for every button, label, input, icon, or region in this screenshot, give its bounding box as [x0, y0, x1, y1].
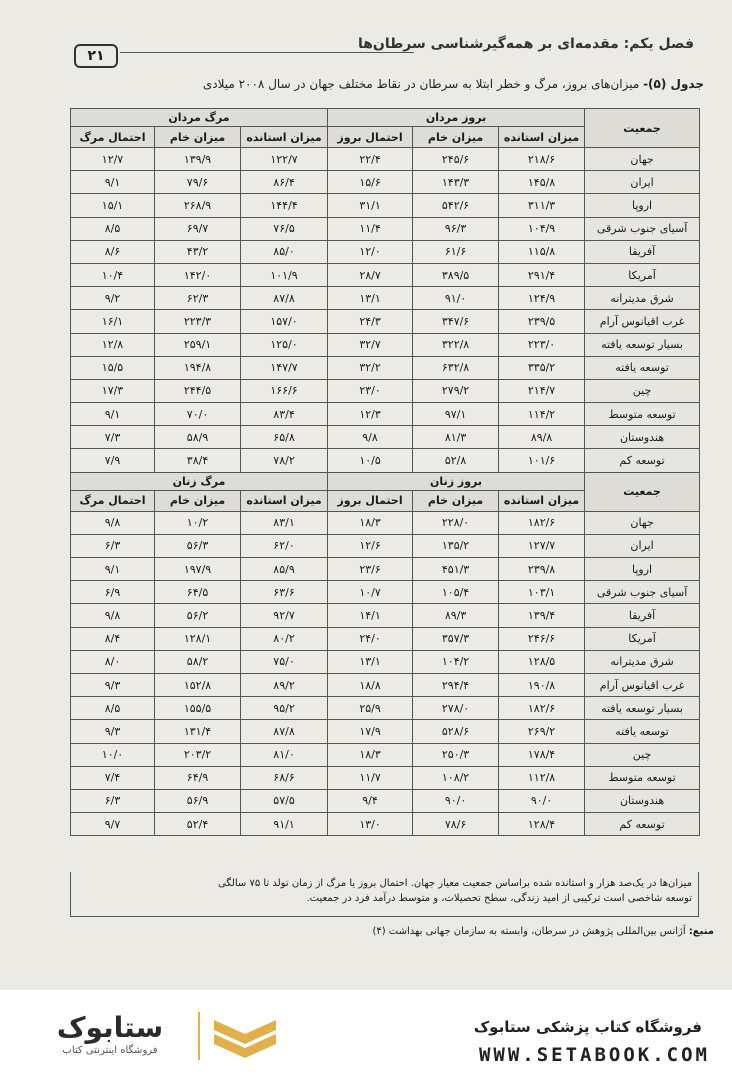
value-cell: ۸۳/۱	[241, 511, 328, 534]
region-cell: آسیای جنوب شرقی	[585, 217, 700, 240]
value-cell: ۶۴/۹	[155, 766, 241, 789]
value-cell: ۲۵۹/۱	[155, 333, 241, 356]
value-cell: ۷۰/۰	[155, 403, 241, 426]
value-cell: ۳۲/۷	[328, 333, 413, 356]
source-text: آژانس بین‌المللی پژوهش در سرطان، وابسته به سازمان جهانی بهداشت (۴)	[372, 926, 689, 937]
table-row	[71, 697, 700, 720]
value-cell: ۱۰/۲	[155, 511, 241, 534]
value-cell: ۵۲/۸	[413, 449, 499, 472]
value-cell: ۱۱۴/۲	[499, 403, 585, 426]
region-cell: توسعه متوسط	[585, 766, 700, 789]
value-cell: ۸۶/۴	[241, 171, 328, 194]
value-cell: ۳۲/۲	[328, 356, 413, 379]
value-cell: ۵۷/۵	[241, 789, 328, 812]
region-cell: شرق مدیترانه	[585, 287, 700, 310]
page-header	[70, 30, 714, 70]
col-header-crude: میزان خام	[155, 127, 241, 148]
col-header-crude: میزان خام	[413, 127, 499, 148]
table-row	[71, 650, 700, 673]
women-incidence-header: بروز زنان	[328, 472, 585, 490]
value-cell: ۳۱۱/۳	[499, 194, 585, 217]
value-cell: ۳۸/۴	[155, 449, 241, 472]
value-cell: ۱۴/۱	[328, 604, 413, 627]
value-cell: ۱۲۴/۹	[499, 287, 585, 310]
col-header-crude: میزان خام	[413, 490, 499, 511]
logo-subtitle: فروشگاه اینترنتی کتاب	[62, 1045, 158, 1056]
table-row	[71, 333, 700, 356]
region-cell: غرب اقیانوس آرام	[585, 310, 700, 333]
value-cell: ۳۱/۱	[328, 194, 413, 217]
table-row	[71, 310, 700, 333]
value-cell: ۱۷۸/۴	[499, 743, 585, 766]
table-row	[71, 558, 700, 581]
value-cell: ۱۵۷/۰	[241, 310, 328, 333]
value-cell: ۲۸/۷	[328, 263, 413, 286]
value-cell: ۲۷۹/۲	[413, 379, 499, 402]
value-cell: ۱۵۲/۸	[155, 673, 241, 696]
value-cell: ۸۱/۰	[241, 743, 328, 766]
value-cell: ۷۵/۰	[241, 650, 328, 673]
region-cell: توسعه یافته	[585, 720, 700, 743]
value-cell: ۱۴۴/۴	[241, 194, 328, 217]
value-cell: ۱۰۱/۶	[499, 449, 585, 472]
value-cell: ۱۳/۱	[328, 287, 413, 310]
value-cell: ۲۵۰/۳	[413, 743, 499, 766]
value-cell: ۵۸/۲	[155, 650, 241, 673]
value-cell: ۱۴۳/۳	[413, 171, 499, 194]
page-number: ۲۱	[74, 44, 118, 68]
logo-word: ستابوک	[56, 1011, 164, 1044]
table-row	[71, 581, 700, 604]
table-row	[71, 194, 700, 217]
value-cell: ۵۶/۹	[155, 789, 241, 812]
region-cell: هندوستان	[585, 789, 700, 812]
value-cell: ۸۹/۲	[241, 673, 328, 696]
value-cell: ۲۲۳/۳	[155, 310, 241, 333]
value-cell: ۸۷/۸	[241, 720, 328, 743]
value-cell: ۹۷/۱	[413, 403, 499, 426]
value-cell: ۱۵/۵	[71, 356, 155, 379]
value-cell: ۵۶/۳	[155, 534, 241, 557]
value-cell: ۶/۳	[71, 534, 155, 557]
value-cell: ۹۲/۷	[241, 604, 328, 627]
value-cell: ۵۸/۹	[155, 426, 241, 449]
table-source	[94, 925, 714, 939]
group-col-header: جمعیت	[585, 472, 700, 511]
value-cell: ۹/۱	[71, 403, 155, 426]
men-section	[71, 109, 700, 473]
region-cell: آمریکا	[585, 263, 700, 286]
value-cell: ۲۴/۳	[328, 310, 413, 333]
value-cell: ۲۳/۶	[328, 558, 413, 581]
value-cell: ۷۹/۶	[155, 171, 241, 194]
value-cell: ۱۸۲/۶	[499, 511, 585, 534]
value-cell: ۹۱/۰	[413, 287, 499, 310]
value-cell: ۱۳/۱	[328, 650, 413, 673]
table-caption	[104, 76, 704, 92]
value-cell: ۶۴/۵	[155, 581, 241, 604]
chapter-title: فصل یکم: مقدمه‌ای بر همه‌گیرشناسی سرطان‌ها	[357, 36, 694, 52]
value-cell: ۴۳/۲	[155, 240, 241, 263]
value-cell: ۱۰۴/۹	[499, 217, 585, 240]
value-cell: ۱۹۴/۸	[155, 356, 241, 379]
value-cell: ۱۲۲/۷	[241, 148, 328, 171]
value-cell: ۸۰/۲	[241, 627, 328, 650]
value-cell: ۱۲/۷	[71, 148, 155, 171]
region-cell: آفریقا	[585, 240, 700, 263]
table-row	[71, 379, 700, 402]
value-cell: ۸/۶	[71, 240, 155, 263]
value-cell: ۸۵/۹	[241, 558, 328, 581]
value-cell: ۱۳۱/۴	[155, 720, 241, 743]
cancer-rates-table	[70, 108, 700, 836]
value-cell: ۲۳۹/۸	[499, 558, 585, 581]
value-cell: ۲۴۶/۶	[499, 627, 585, 650]
value-cell: ۲۲/۴	[328, 148, 413, 171]
value-cell: ۱۴۲/۰	[155, 263, 241, 286]
value-cell: ۵۶/۲	[155, 604, 241, 627]
table-row	[71, 789, 700, 812]
value-cell: ۱۸/۳	[328, 511, 413, 534]
region-cell: توسعه یافته	[585, 356, 700, 379]
value-cell: ۹/۸	[328, 426, 413, 449]
col-header-standardized: میزان استانده	[241, 127, 328, 148]
shop-logo[interactable]	[30, 1012, 190, 1058]
value-cell: ۶۵/۸	[241, 426, 328, 449]
value-cell: ۹/۷	[71, 813, 155, 836]
value-cell: ۱۰۵/۴	[413, 581, 499, 604]
region-cell: اروپا	[585, 194, 700, 217]
value-cell: ۱۰۳/۱	[499, 581, 585, 604]
col-header-standardized: میزان استانده	[241, 490, 328, 511]
value-cell: ۱۵۵/۵	[155, 697, 241, 720]
table-row	[71, 720, 700, 743]
value-cell: ۱۲۸/۱	[155, 627, 241, 650]
value-cell: ۱۰/۰	[71, 743, 155, 766]
value-cell: ۷۶/۵	[241, 217, 328, 240]
table-row	[71, 743, 700, 766]
region-cell: توسعه کم	[585, 449, 700, 472]
table-row	[71, 813, 700, 836]
value-cell: ۸۷/۸	[241, 287, 328, 310]
table-row	[71, 627, 700, 650]
value-cell: ۲۴۵/۶	[413, 148, 499, 171]
value-cell: ۳۴۷/۶	[413, 310, 499, 333]
value-cell: ۸/۵	[71, 697, 155, 720]
table-row	[71, 217, 700, 240]
table-row	[71, 148, 700, 171]
value-cell: ۸/۴	[71, 627, 155, 650]
table-row	[71, 356, 700, 379]
value-cell: ۹/۴	[328, 789, 413, 812]
region-cell: جهان	[585, 511, 700, 534]
table-row	[71, 171, 700, 194]
table-row	[71, 426, 700, 449]
value-cell: ۵۲/۴	[155, 813, 241, 836]
value-cell: ۱۲۷/۷	[499, 534, 585, 557]
value-cell: ۲۴۴/۵	[155, 379, 241, 402]
shop-footer	[0, 990, 732, 1080]
region-cell: توسعه متوسط	[585, 403, 700, 426]
shop-url[interactable]: WWW.SETABOOK.COM	[478, 1044, 710, 1066]
value-cell: ۲۶۸/۹	[155, 194, 241, 217]
group-col-header: جمعیت	[585, 109, 700, 148]
value-cell: ۶۸/۶	[241, 766, 328, 789]
value-cell: ۱۸/۸	[328, 673, 413, 696]
col-header-crude: میزان خام	[155, 490, 241, 511]
value-cell: ۲۰۳/۲	[155, 743, 241, 766]
value-cell: ۹/۸	[71, 604, 155, 627]
value-cell: ۱۸/۳	[328, 743, 413, 766]
col-header-standardized: میزان استانده	[499, 490, 585, 511]
value-cell: ۱۶۶/۶	[241, 379, 328, 402]
value-cell: ۹/۸	[71, 511, 155, 534]
logo-divider	[198, 1012, 200, 1060]
value-cell: ۶۲/۳	[155, 287, 241, 310]
value-cell: ۹/۱	[71, 171, 155, 194]
value-cell: ۲۷۸/۰	[413, 697, 499, 720]
table-row	[71, 240, 700, 263]
value-cell: ۶۳/۶	[241, 581, 328, 604]
value-cell: ۱۵/۶	[328, 171, 413, 194]
men-mortality-header: مرگ مردان	[71, 109, 328, 127]
table-row	[71, 511, 700, 534]
region-cell: بسیار توسعه یافته	[585, 697, 700, 720]
col-header-incidence-risk: احتمال بروز	[328, 490, 413, 511]
value-cell: ۵۴۲/۶	[413, 194, 499, 217]
region-cell: چین	[585, 379, 700, 402]
table-row	[71, 403, 700, 426]
value-cell: ۱۳۹/۹	[155, 148, 241, 171]
women-mortality-header: مرگ زنان	[71, 472, 328, 490]
value-cell: ۶۱/۶	[413, 240, 499, 263]
table-row	[71, 287, 700, 310]
value-cell: ۷/۴	[71, 766, 155, 789]
table-row	[71, 263, 700, 286]
col-header-incidence-risk: احتمال بروز	[328, 127, 413, 148]
value-cell: ۱۸۲/۶	[499, 697, 585, 720]
value-cell: ۸۵/۰	[241, 240, 328, 263]
value-cell: ۲۹۴/۴	[413, 673, 499, 696]
table-row	[71, 449, 700, 472]
value-cell: ۳۸۹/۵	[413, 263, 499, 286]
value-cell: ۱۰/۷	[328, 581, 413, 604]
value-cell: ۶/۳	[71, 789, 155, 812]
value-cell: ۸۹/۸	[499, 426, 585, 449]
value-cell: ۱۱/۷	[328, 766, 413, 789]
value-cell: ۱۲/۰	[328, 240, 413, 263]
value-cell: ۵۲۸/۶	[413, 720, 499, 743]
region-cell: اروپا	[585, 558, 700, 581]
region-cell: غرب اقیانوس آرام	[585, 673, 700, 696]
value-cell: ۸۹/۳	[413, 604, 499, 627]
region-cell: هندوستان	[585, 426, 700, 449]
value-cell: ۱۰/۵	[328, 449, 413, 472]
value-cell: ۷/۹	[71, 449, 155, 472]
value-cell: ۹۶/۳	[413, 217, 499, 240]
book-chevron-icon	[212, 1014, 278, 1062]
shop-name: فروشگاه کتاب پزشکی ستابوک	[473, 1018, 702, 1036]
value-cell: ۲۹۱/۴	[499, 263, 585, 286]
value-cell: ۶۲/۰	[241, 534, 328, 557]
value-cell: ۱۰۸/۲	[413, 766, 499, 789]
value-cell: ۱۲۸/۵	[499, 650, 585, 673]
col-header-standardized: میزان استانده	[499, 127, 585, 148]
value-cell: ۹۱/۱	[241, 813, 328, 836]
value-cell: ۲۴/۰	[328, 627, 413, 650]
value-cell: ۲۳/۰	[328, 379, 413, 402]
value-cell: ۲۱۴/۷	[499, 379, 585, 402]
value-cell: ۱۲۵/۰	[241, 333, 328, 356]
value-cell: ۷۸/۲	[241, 449, 328, 472]
value-cell: ۲۵/۹	[328, 697, 413, 720]
region-cell: ایران	[585, 171, 700, 194]
value-cell: ۹/۳	[71, 720, 155, 743]
value-cell: ۱۱۲/۸	[499, 766, 585, 789]
value-cell: ۸۳/۴	[241, 403, 328, 426]
caption-text: میزان‌های بروز، مرگ و خطر ابتلا به سرطان در نقاط مختلف جهان در سال ۲۰۰۸ میلادی	[202, 77, 644, 91]
value-cell: ۹۰/۰	[499, 789, 585, 812]
header-rule	[120, 52, 414, 53]
value-cell: ۶۹/۷	[155, 217, 241, 240]
value-cell: ۱۰۱/۹	[241, 263, 328, 286]
value-cell: ۸۱/۳	[413, 426, 499, 449]
value-cell: ۷۸/۶	[413, 813, 499, 836]
table-row	[71, 604, 700, 627]
value-cell: ۹/۲	[71, 287, 155, 310]
region-cell: چین	[585, 743, 700, 766]
value-cell: ۸/۰	[71, 650, 155, 673]
value-cell: ۹/۱	[71, 558, 155, 581]
value-cell: ۱۳۹/۴	[499, 604, 585, 627]
value-cell: ۱۶/۱	[71, 310, 155, 333]
value-cell: ۱۴۵/۸	[499, 171, 585, 194]
value-cell: ۱۰۴/۲	[413, 650, 499, 673]
men-incidence-header: بروز مردان	[328, 109, 585, 127]
value-cell: ۹۵/۲	[241, 697, 328, 720]
value-cell: ۴۵۱/۳	[413, 558, 499, 581]
note-line: توسعه شاخصی است ترکیبی از امید زندگی، سطح تحصیلات، و متوسط درآمد فرد در جمعیت.	[306, 893, 692, 904]
value-cell: ۱۵/۱	[71, 194, 155, 217]
value-cell: ۳۲۲/۸	[413, 333, 499, 356]
caption-label: جدول (۵)-	[643, 77, 704, 91]
value-cell: ۱۲/۸	[71, 333, 155, 356]
value-cell: ۲۶۹/۲	[499, 720, 585, 743]
value-cell: ۱۱/۴	[328, 217, 413, 240]
value-cell: ۸/۵	[71, 217, 155, 240]
value-cell: ۱۹۰/۸	[499, 673, 585, 696]
col-header-death-risk: احتمال مرگ	[71, 490, 155, 511]
region-cell: ایران	[585, 534, 700, 557]
col-header-death-risk: احتمال مرگ	[71, 127, 155, 148]
value-cell: ۹۰/۰	[413, 789, 499, 812]
value-cell: ۱۱۵/۸	[499, 240, 585, 263]
value-cell: ۲۲۳/۰	[499, 333, 585, 356]
region-cell: آفریقا	[585, 604, 700, 627]
value-cell: ۱۲۸/۴	[499, 813, 585, 836]
value-cell: ۱۷/۳	[71, 379, 155, 402]
note-line: میزان‌ها در یک‌صد هزار و استانده شده براساس جمعیت معیار جهان. احتمال بروز یا مرگ از زمان تولد تا ۷۵ سالگی	[217, 878, 692, 889]
region-cell: آمریکا	[585, 627, 700, 650]
value-cell: ۱۲/۶	[328, 534, 413, 557]
value-cell: ۶/۹	[71, 581, 155, 604]
source-label: منبع:	[688, 926, 714, 937]
value-cell: ۳۵۷/۳	[413, 627, 499, 650]
table-row	[71, 534, 700, 557]
region-cell: بسیار توسعه یافته	[585, 333, 700, 356]
value-cell: ۱۹۷/۹	[155, 558, 241, 581]
value-cell: ۱۷/۹	[328, 720, 413, 743]
value-cell: ۱۴۷/۷	[241, 356, 328, 379]
table-row	[71, 673, 700, 696]
value-cell: ۳۳۵/۲	[499, 356, 585, 379]
women-section	[71, 472, 700, 836]
table-row	[71, 766, 700, 789]
value-cell: ۶۳۲/۸	[413, 356, 499, 379]
table-notes	[70, 872, 699, 917]
value-cell: ۱۳/۰	[328, 813, 413, 836]
value-cell: ۱۲/۳	[328, 403, 413, 426]
value-cell: ۲۱۸/۶	[499, 148, 585, 171]
value-cell: ۱۳۵/۲	[413, 534, 499, 557]
region-cell: آسیای جنوب شرقی	[585, 581, 700, 604]
value-cell: ۲۲۸/۰	[413, 511, 499, 534]
region-cell: توسعه کم	[585, 813, 700, 836]
value-cell: ۲۳۹/۵	[499, 310, 585, 333]
region-cell: جهان	[585, 148, 700, 171]
value-cell: ۹/۳	[71, 673, 155, 696]
region-cell: شرق مدیترانه	[585, 650, 700, 673]
value-cell: ۱۰/۴	[71, 263, 155, 286]
value-cell: ۷/۳	[71, 426, 155, 449]
